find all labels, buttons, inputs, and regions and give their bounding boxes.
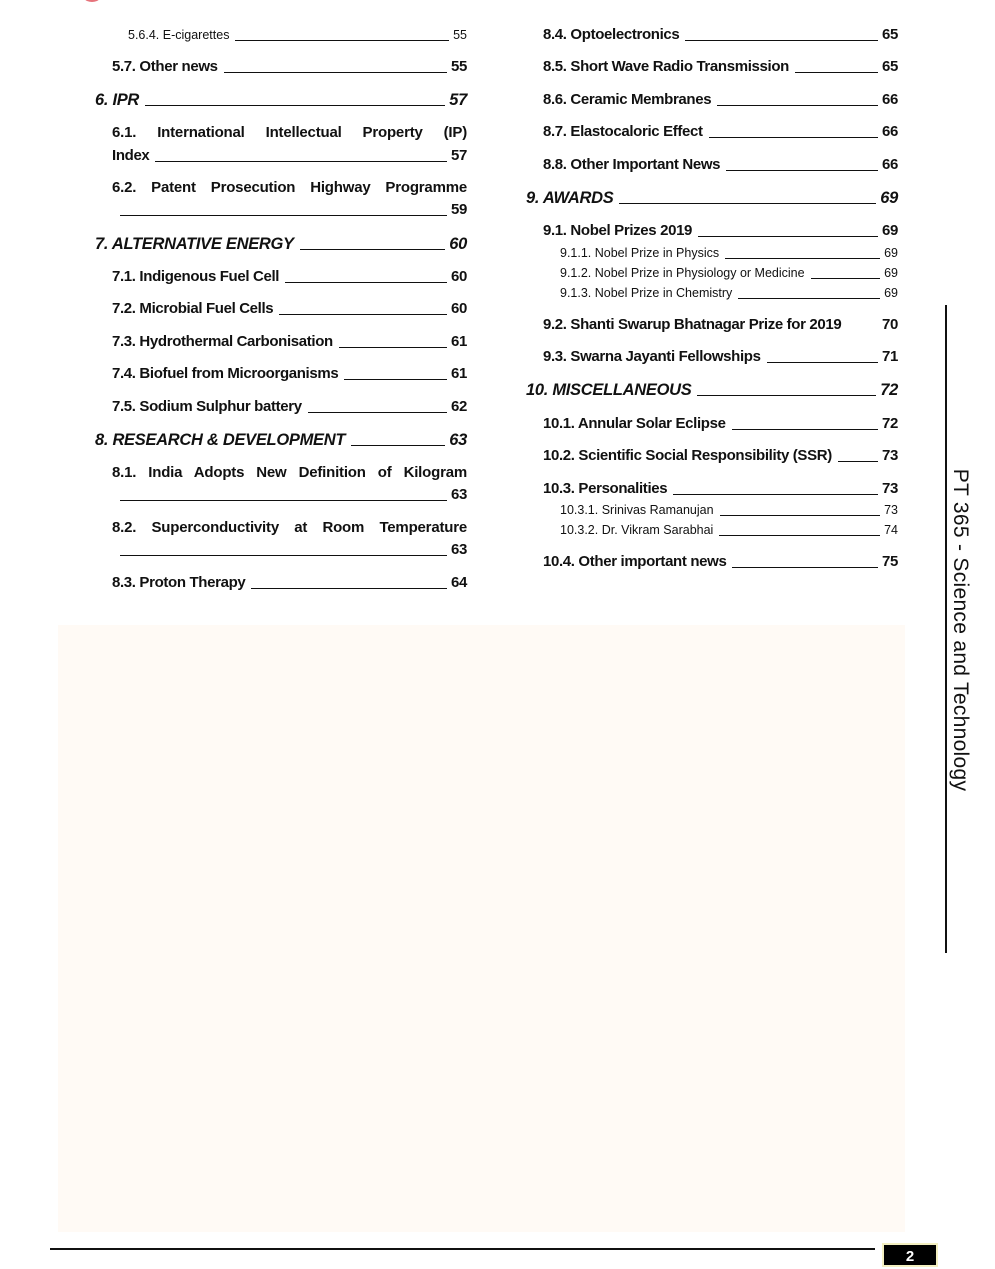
leader-line [619, 203, 876, 204]
page-number: 2 [882, 1243, 938, 1267]
toc-page-number: 59 [451, 201, 467, 218]
toc-page-number: 69 [882, 222, 898, 239]
toc-label: 10.1. Annular Solar Eclipse [543, 415, 726, 432]
toc-chapter[interactable] [95, 431, 467, 449]
leader-line [725, 258, 880, 259]
toc-label: 7. ALTERNATIVE ENERGY [95, 235, 294, 253]
leader-line [720, 515, 881, 516]
toc-label: 7.5. Sodium Sulphur battery [112, 398, 302, 415]
toc-page-number: 70 [882, 316, 898, 333]
toc-page-number: 69 [884, 266, 898, 280]
leader-line [685, 40, 878, 41]
toc-label: 8.8. Other Important News [543, 156, 721, 173]
toc-section[interactable] [112, 268, 467, 286]
leader-line [235, 40, 449, 41]
toc-page-number: 60 [449, 235, 467, 253]
leader-line [308, 412, 447, 413]
toc-label: 10.4. Other important news [543, 553, 727, 570]
toc-page-number: 66 [882, 156, 898, 173]
side-title: PT 365 - Science and Technology [949, 468, 972, 792]
leader-line [767, 362, 878, 363]
leader-line [145, 105, 445, 106]
toc-label: 8.4. Optoelectronics [543, 26, 680, 43]
leader-line [300, 249, 445, 250]
toc-chapter[interactable] [95, 91, 467, 109]
toc-section[interactable] [543, 91, 898, 109]
toc-label: 9.1.2. Nobel Prize in Physiology or Medicine [560, 266, 805, 280]
toc-section[interactable] [112, 201, 467, 219]
toc-chapter[interactable] [526, 189, 898, 207]
leader-line [120, 215, 447, 216]
toc-page-number: 69 [880, 189, 898, 207]
toc-section[interactable] [543, 447, 898, 465]
leader-line [811, 278, 881, 279]
toc-section[interactable] [112, 541, 467, 559]
toc-label: 8. RESEARCH & DEVELOPMENT [95, 431, 346, 449]
leader-line [732, 429, 878, 430]
leader-line [719, 535, 880, 536]
toc-page-number: 65 [882, 58, 898, 75]
toc-entry-title-line[interactable]: 6.1. International Intellectual Property (IP) [112, 124, 467, 141]
toc-label: 8.7. Elastocaloric Effect [543, 123, 703, 140]
leader-line [155, 161, 447, 162]
toc-label: 7.4. Biofuel from Microorganisms [112, 365, 339, 382]
toc-label: 10.2. Scientific Social Responsibility (SSR) [543, 447, 832, 464]
leader-line [726, 170, 878, 171]
leader-line [673, 494, 878, 495]
leader-line [738, 298, 880, 299]
toc-page-number: 69 [884, 246, 898, 260]
toc-label: 8.5. Short Wave Radio Transmission [543, 58, 789, 75]
toc-entry-title-line[interactable]: 8.1. India Adopts New Definition of Kilogram [112, 464, 467, 481]
toc-section[interactable] [543, 26, 898, 44]
leader-line [251, 588, 447, 589]
toc-entry-title-line[interactable]: 8.2. Superconductivity at Room Temperature [112, 519, 467, 536]
toc-section[interactable] [543, 480, 898, 498]
toc-subsection[interactable] [560, 521, 898, 539]
toc-subsection[interactable] [560, 501, 898, 519]
leader-line [709, 137, 878, 138]
toc-page-number: 57 [451, 147, 467, 164]
toc-label: 6. IPR [95, 91, 140, 109]
toc-page-number: 60 [451, 268, 467, 285]
logo-fragment [80, 0, 104, 2]
toc-page-number: 66 [882, 123, 898, 140]
toc-label: 7.3. Hydrothermal Carbonisation [112, 333, 333, 350]
toc-page-number: 63 [449, 431, 467, 449]
leader-line [698, 236, 878, 237]
toc-section[interactable] [543, 348, 898, 366]
toc-page-number: 71 [882, 348, 898, 365]
toc-page-number: 66 [882, 91, 898, 108]
toc-label: 10. MISCELLANEOUS [526, 381, 692, 399]
toc-label: 9.2. Shanti Swarup Bhatnagar Prize for 2019 [543, 316, 842, 333]
toc-page-number: 75 [882, 553, 898, 570]
leader-line [120, 500, 447, 501]
toc-section[interactable] [112, 147, 467, 165]
toc-section[interactable] [543, 316, 898, 334]
toc-section[interactable] [112, 300, 467, 318]
toc-section[interactable] [543, 553, 898, 571]
leader-line [351, 445, 445, 446]
toc-label: 10.3. Personalities [543, 480, 668, 497]
toc-page-number: 72 [882, 415, 898, 432]
toc-section[interactable] [543, 222, 898, 240]
toc-page-number: 73 [882, 447, 898, 464]
toc-section[interactable] [543, 58, 898, 76]
leader-line [795, 72, 878, 73]
leader-line [717, 105, 878, 106]
toc-section[interactable] [112, 574, 467, 592]
toc-label: 9.1.3. Nobel Prize in Chemistry [560, 286, 733, 300]
toc-page-number: 73 [882, 480, 898, 497]
toc-page-number: 60 [451, 300, 467, 317]
toc-page-number: 65 [882, 26, 898, 43]
toc-label: 5.7. Other news [112, 58, 218, 75]
leader-line [120, 555, 447, 556]
toc-section[interactable] [543, 123, 898, 141]
toc-page-number: 69 [884, 286, 898, 300]
toc-page-number: 55 [451, 58, 467, 75]
leader-line [339, 347, 447, 348]
toc-subsection[interactable] [128, 26, 467, 44]
toc-chapter[interactable] [526, 381, 898, 399]
toc-page-number: 72 [880, 381, 898, 399]
toc-label: 5.6.4. E-cigarettes [128, 28, 230, 42]
leader-line [285, 282, 447, 283]
toc-label: Index [112, 147, 150, 164]
leader-line [838, 461, 878, 462]
toc-subsection[interactable] [560, 284, 898, 302]
side-divider [945, 305, 947, 953]
toc-page-number: 61 [451, 333, 467, 350]
toc-label: 9.1.1. Nobel Prize in Physics [560, 246, 720, 260]
toc-page-number: 63 [451, 541, 467, 558]
toc-label: 7.1. Indigenous Fuel Cell [112, 268, 280, 285]
toc-page-number: 57 [449, 91, 467, 109]
toc-label: 9. AWARDS [526, 189, 614, 207]
toc-label: 10.3.1. Srinivas Ramanujan [560, 503, 714, 517]
toc-label: 8.3. Proton Therapy [112, 574, 246, 591]
toc-label: 9.3. Swarna Jayanti Fellowships [543, 348, 761, 365]
toc-page-number: 55 [453, 28, 467, 42]
toc-section[interactable] [543, 415, 898, 433]
toc-section[interactable] [112, 365, 467, 383]
toc-page-number: 62 [451, 398, 467, 415]
watermark [58, 625, 905, 1232]
toc-section[interactable] [112, 398, 467, 416]
leader-line [732, 567, 878, 568]
footer-divider [50, 1248, 875, 1250]
leader-line [224, 72, 447, 73]
toc-chapter[interactable] [95, 235, 467, 253]
toc-section[interactable] [112, 58, 467, 76]
toc-section[interactable] [543, 156, 898, 174]
toc-page-number: 74 [884, 523, 898, 537]
toc-label: 10.3.2. Dr. Vikram Sarabhai [560, 523, 714, 537]
toc-page-number: 73 [884, 503, 898, 517]
toc-section[interactable] [112, 333, 467, 351]
toc-entry-title-line[interactable]: 6.2. Patent Prosecution Highway Programme [112, 179, 467, 196]
toc-label: 9.1. Nobel Prizes 2019 [543, 222, 693, 239]
toc-label: 7.2. Microbial Fuel Cells [112, 300, 274, 317]
toc-page-number: 63 [451, 486, 467, 503]
toc-subsection[interactable] [560, 264, 898, 282]
toc-label: 8.6. Ceramic Membranes [543, 91, 712, 108]
toc-page-number: 61 [451, 365, 467, 382]
toc-subsection[interactable] [560, 244, 898, 262]
toc-page-number: 64 [451, 574, 467, 591]
leader-line [279, 314, 447, 315]
leader-line [344, 379, 447, 380]
leader-line [697, 395, 876, 396]
toc-section[interactable] [112, 486, 467, 504]
